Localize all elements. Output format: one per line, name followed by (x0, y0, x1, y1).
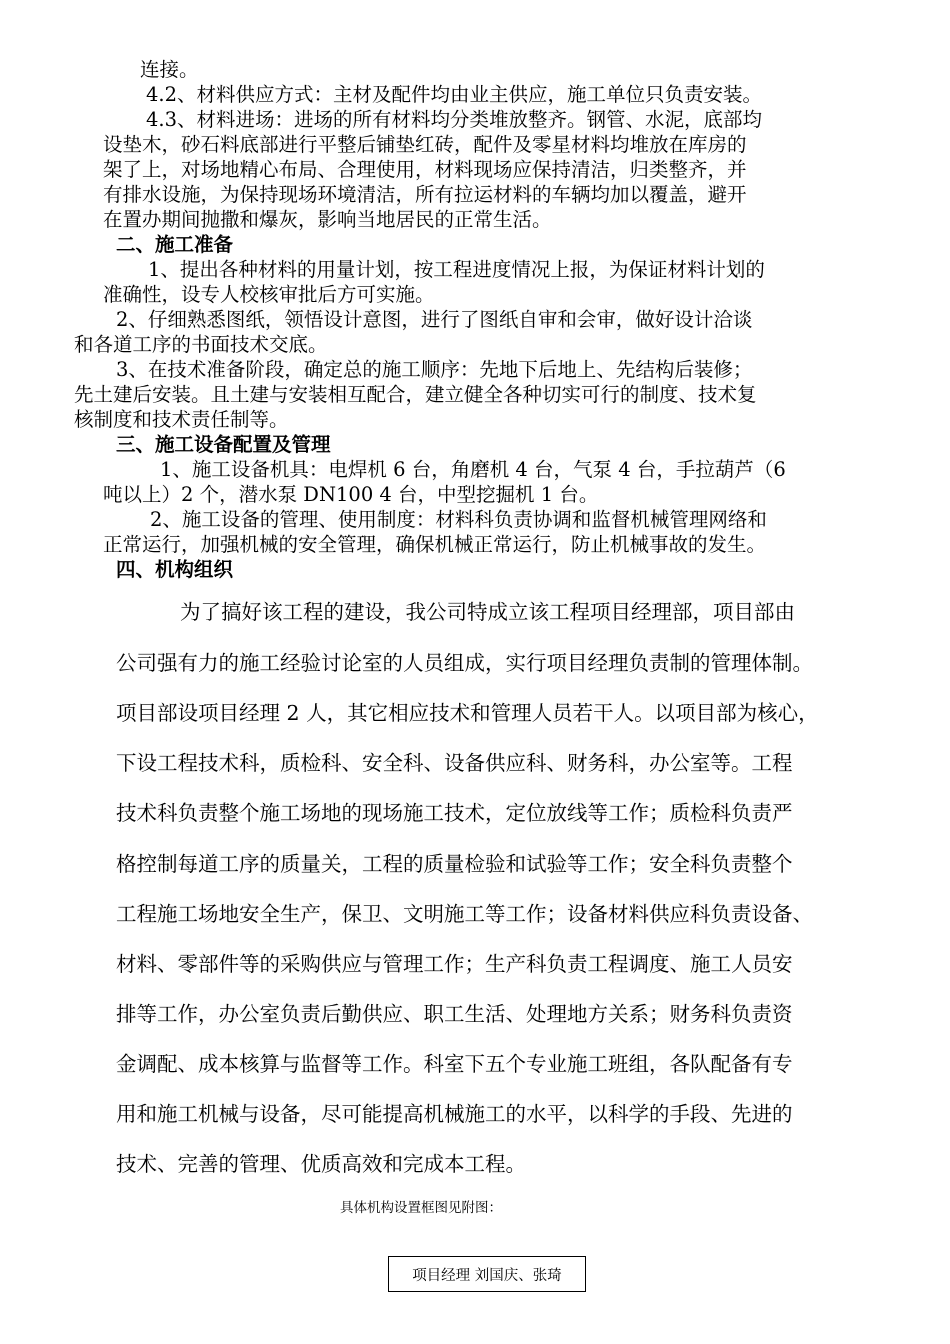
text-line: 技术、完善的管理、优质高效和完成本工程。 (116, 1152, 526, 1176)
text-line: 在置办期间抛撒和爆灰，影响当地居民的正常生活。 (103, 208, 552, 231)
text-line: 2、仔细熟悉图纸，领悟设计意图，进行了图纸自审和会审，做好设计洽谈 (116, 308, 753, 331)
text-line: 设垫木，砂石料底部进行平整后铺垫红砖，配件及零星材料均堆放在库房的 (103, 133, 747, 156)
text-line: 先土建后安装。且土建与安装相互配合，建立健全各种切实可行的制度、技术复 (74, 383, 757, 406)
text-line: 材料、零部件等的采购供应与管理工作；生产科负责工程调度、施工人员安 (116, 952, 793, 976)
text-line: 4.3、材料进场：进场的所有材料均分类堆放整齐。钢管、水泥，底部均 (146, 108, 763, 131)
text-line: 正常运行，加强机械的安全管理，确保机械正常运行，防止机械事故的发生。 (103, 533, 767, 556)
text-line: 下设工程技术科，质检科、安全科、设备供应科、财务科，办公室等。工程 (116, 751, 793, 775)
text-line: 架了上，对场地精心布局、合理使用，材料现场应保持清洁，归类整齐，并 (103, 158, 747, 181)
text-line: 1、施工设备机具：电焊机 6 台，角磨机 4 台，气泵 4 台，手拉葫芦（6 (160, 458, 786, 481)
text-line: 和各道工序的书面技术交底。 (74, 333, 328, 356)
section-heading: 三、施工设备配置及管理 (116, 433, 331, 456)
text-line: 为了搞好该工程的建设，我公司特成立该工程项目经理部，项目部由 (180, 600, 795, 624)
text-line: 核制度和技术责任制等。 (74, 408, 289, 431)
text-line: 用和施工机械与设备，尽可能提高机械施工的水平，以科学的手段、先进的 (116, 1102, 793, 1126)
text-line: 技术科负责整个施工场地的现场施工技术，定位放线等工作；质检科负责严 (116, 801, 793, 825)
text-line: 2、施工设备的管理、使用制度：材料科负责协调和监督机械管理网络和 (150, 508, 767, 531)
text-line: 吨以上）2 个，潜水泵 DN100 4 台，中型挖掘机 1 台。 (103, 483, 599, 506)
text-line: 排等工作，办公室负责后勤供应、职工生活、处理地方关系；财务科负责资 (116, 1002, 793, 1026)
text-line: 公司强有力的施工经验讨论室的人员组成，实行项目经理负责制的管理体制。 (116, 651, 813, 675)
section-heading: 四、机构组织 (116, 558, 234, 581)
text-line: 有排水设施，为保持现场环境清洁，所有拉运材料的车辆均加以覆盖，避开 (103, 183, 747, 206)
text-line: 工程施工场地安全生产，保卫、文明施工等工作；设备材料供应科负责设备、 (116, 902, 813, 926)
text-line: 金调配、成本核算与监督等工作。科室下五个专业施工班组，各队配备有专 (116, 1052, 793, 1076)
org-chart-box-label: 项目经理 刘国庆、张琦 (412, 1267, 562, 1284)
text-line: 格控制每道工序的质量关，工程的质量检验和试验等工作；安全科负责整个 (116, 852, 793, 876)
text-line: 4.2、材料供应方式：主材及配件均由业主供应，施工单位只负责安装。 (146, 83, 763, 106)
attachment-note: 具体机构设置框图见附图： (340, 1200, 502, 1216)
text-line: 3、在技术准备阶段，确定总的施工顺序：先地下后地上、先结构后装修； (116, 358, 753, 381)
text-line: 准确性，设专人校核审批后方可实施。 (103, 283, 435, 306)
text-line: 项目部设项目经理 2 人，其它相应技术和管理人员若干人。以项目部为核心， (116, 701, 819, 725)
org-chart-box-project-manager (388, 1256, 586, 1292)
text-line: 连接。 (140, 58, 199, 81)
text-line: 1、提出各种材料的用量计划，按工程进度情况上报，为保证材料计划的 (148, 258, 765, 281)
section-heading: 二、施工准备 (116, 233, 234, 256)
